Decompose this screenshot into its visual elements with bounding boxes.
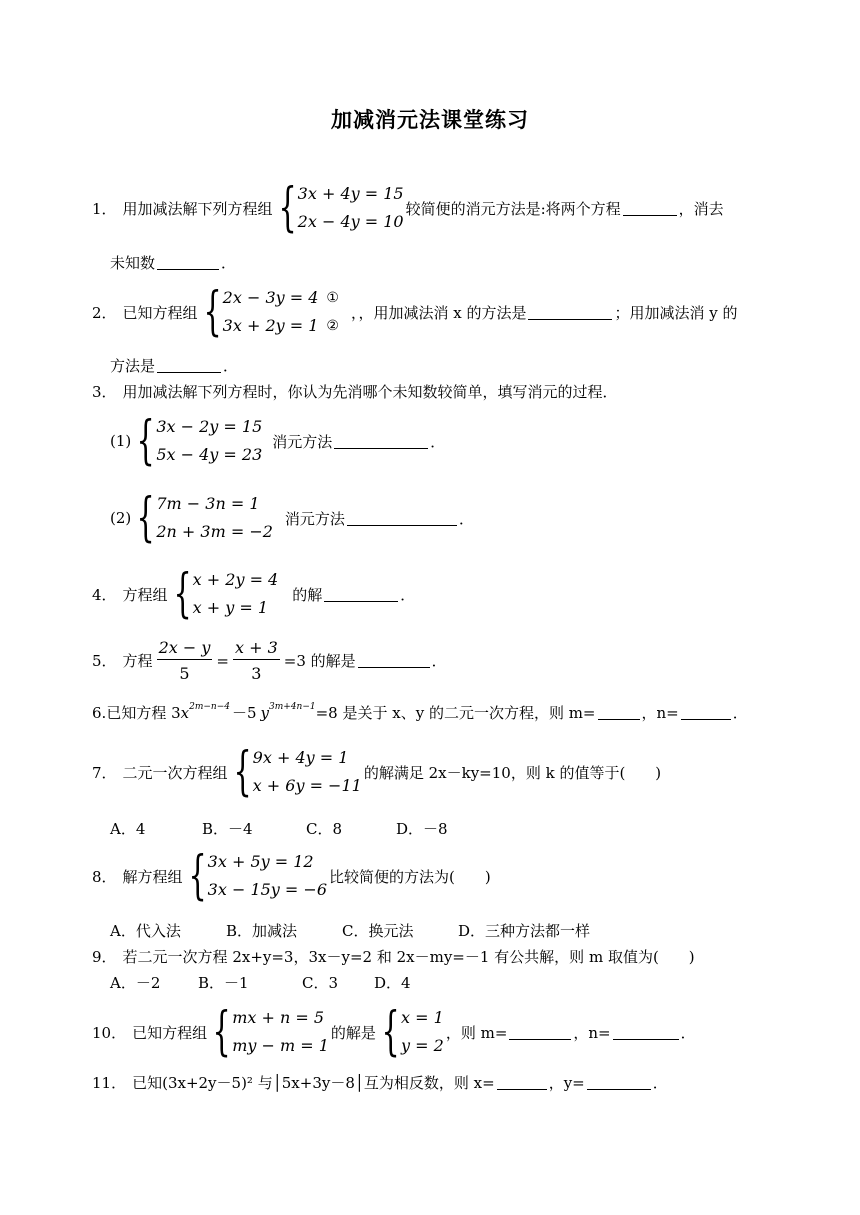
fraction-1	[157, 638, 213, 683]
equation-system	[133, 490, 273, 546]
answer-blank[interactable]	[157, 358, 221, 373]
question-number: 4．	[92, 585, 117, 604]
option-d[interactable]: D．4	[374, 974, 411, 992]
part-label: (1)	[110, 432, 132, 450]
left-brace-icon: {	[203, 282, 222, 342]
equation-system	[185, 848, 327, 904]
question-text: 的解是	[330, 1023, 376, 1042]
question-text: ，，用加减法消 x 的方法是	[350, 303, 527, 322]
solution-x: x = 1	[401, 1008, 444, 1027]
variable-y: y	[260, 703, 269, 722]
equation-system	[133, 413, 262, 469]
equation-1: 3x − 2y = 15	[156, 417, 263, 436]
question-text: 方程	[122, 652, 153, 670]
circled-one-mark: ①	[326, 290, 339, 306]
answer-blank-x[interactable]	[497, 1075, 547, 1090]
question-number: 7．	[92, 763, 117, 782]
question-text: 方法是	[110, 357, 156, 375]
question-number: 6.	[92, 703, 107, 722]
question-text: 已知方程组	[122, 303, 198, 322]
equation-1: 9x + 4y = 1	[252, 748, 349, 767]
option-c[interactable]: C．3	[302, 974, 339, 992]
question-number: 10．	[92, 1023, 127, 1042]
option-b[interactable]: B．－4	[202, 820, 253, 838]
exponent-1: 2m−n−4	[189, 701, 230, 712]
question-7	[92, 744, 661, 800]
period: ．	[223, 357, 239, 375]
equation-2: 5x − 4y = 23	[156, 445, 263, 464]
question-3-part-1	[110, 413, 445, 469]
option-b[interactable]: B．－1	[198, 974, 249, 992]
question-text: ，消去	[678, 199, 724, 218]
period: ．	[680, 1023, 696, 1042]
question-text: 若二元一次方程 2x+y=3，3x－y=2 和 2x－my=－1 有公共解，则 m 取值为( )	[122, 948, 695, 966]
fraction-numerator: 2x − y	[157, 638, 213, 660]
equation-1: mx + n = 5	[232, 1008, 325, 1027]
question-text: 消元方法	[272, 432, 333, 451]
question-number: 1．	[92, 199, 117, 218]
question-1	[92, 180, 724, 236]
answer-blank[interactable]	[528, 305, 612, 320]
question-text: 方程组	[122, 585, 168, 604]
question-number: 11．	[92, 1074, 127, 1092]
equation-2: my − m = 1	[232, 1036, 329, 1055]
equation-1: 2x − 3y = 4	[222, 288, 319, 307]
answer-blank[interactable]	[358, 653, 430, 668]
option-c[interactable]: C．换元法	[342, 922, 414, 940]
period: ．	[430, 432, 446, 451]
question-text: 消元方法	[284, 509, 345, 528]
question-10	[92, 1004, 696, 1060]
left-brace-icon: {	[233, 742, 252, 802]
fraction-2	[233, 638, 280, 683]
equation-system	[275, 180, 404, 236]
option-a[interactable]: A．－2	[110, 974, 161, 992]
solution-y: y = 2	[401, 1036, 444, 1055]
question-2-continued	[110, 355, 238, 376]
question-text: 的解	[292, 585, 323, 604]
option-a[interactable]: A．4	[110, 820, 146, 838]
question-number: 5．	[92, 652, 117, 670]
question-text: 已知方程组	[132, 1023, 208, 1042]
question-8-options	[110, 920, 590, 941]
fraction-denominator: 5	[179, 664, 190, 683]
solution-system	[378, 1004, 444, 1060]
fraction-denominator: 3	[251, 664, 262, 683]
variable-x: x	[180, 703, 190, 722]
question-11	[92, 1072, 668, 1093]
question-text: 二元一次方程组	[122, 763, 228, 782]
option-b[interactable]: B．加减法	[226, 922, 298, 940]
question-1-continued	[110, 252, 236, 273]
answer-blank[interactable]	[324, 587, 398, 602]
question-4	[92, 566, 415, 622]
left-brace-icon: {	[136, 488, 155, 548]
question-text: 已知方程 3	[106, 704, 181, 722]
question-6	[92, 702, 748, 723]
left-brace-icon: {	[173, 564, 192, 624]
equation-system	[170, 566, 279, 622]
question-text: =8 是关于 x、y 的二元一次方程，则 m=	[315, 704, 596, 722]
equation-1: 7m − 3n = 1	[156, 494, 260, 513]
option-d[interactable]: D．－8	[396, 820, 448, 838]
question-number: 3．	[92, 383, 117, 401]
answer-blank-n[interactable]	[613, 1025, 679, 1040]
period: ．	[458, 509, 474, 528]
answer-blank-n[interactable]	[681, 705, 731, 720]
question-number: 2．	[92, 303, 117, 322]
question-9	[92, 946, 695, 967]
equation-system	[230, 744, 362, 800]
answer-blank[interactable]	[623, 201, 677, 216]
equation-2: 3x + 2y = 1	[222, 316, 319, 335]
question-9-options	[110, 972, 411, 993]
question-text: ；用加减法消 y 的	[614, 303, 738, 322]
question-text: ，n=	[641, 704, 679, 722]
left-brace-icon: {	[278, 178, 297, 238]
question-text: ，n=	[573, 1023, 611, 1042]
question-text: 比较简便的方法为( )	[329, 867, 491, 886]
question-text: 用加减法解下列方程时，你认为先消哪个未知数较简单，填写消元的过程．	[122, 383, 618, 401]
question-text: =3 的解是	[283, 652, 356, 670]
equation-1: 3x + 4y = 15	[297, 184, 404, 203]
question-text: ，y=	[548, 1074, 585, 1092]
equation-system	[209, 1004, 329, 1060]
left-brace-icon: {	[381, 1002, 400, 1062]
period: ．	[221, 254, 237, 272]
option-d[interactable]: D．三种方法都一样	[458, 922, 591, 940]
equation-system	[200, 284, 339, 340]
period: ．	[732, 704, 748, 722]
question-text: 较简便的消元方法是:将两个方程	[405, 199, 621, 218]
minus-term: －5	[231, 704, 257, 722]
question-text: 用加减法解下列方程组	[122, 199, 273, 218]
equation-2: x + y = 1	[192, 598, 269, 617]
question-2	[92, 284, 738, 340]
equals-sign: =	[216, 651, 229, 670]
question-text: 已知(3x+2y－5)² 与│5x+3y－8│互为相反数，则 x=	[132, 1074, 495, 1092]
period: ．	[400, 585, 416, 604]
option-a[interactable]: A．代入法	[110, 922, 181, 940]
question-text: 未知数	[110, 254, 156, 272]
option-c[interactable]: C．8	[306, 820, 343, 838]
equation-2: 3x − 15y = −6	[207, 880, 327, 899]
circled-two-mark: ②	[326, 318, 339, 334]
answer-blank-y[interactable]	[587, 1075, 651, 1090]
equation-2: 2n + 3m = −2	[156, 522, 273, 541]
question-text: 的解满足 2x－ky=10，则 k 的值等于( )	[363, 763, 662, 782]
period: ．	[431, 652, 447, 670]
question-7-options	[110, 818, 448, 839]
exponent-2: 3m+4n−1	[269, 701, 316, 712]
question-number: 9．	[92, 948, 117, 966]
left-brace-icon: {	[188, 846, 207, 906]
answer-blank[interactable]	[334, 434, 428, 449]
period: ．	[652, 1074, 668, 1092]
equation-2: 2x − 4y = 10	[297, 212, 404, 231]
answer-blank-m[interactable]	[509, 1025, 571, 1040]
left-brace-icon: {	[136, 411, 155, 471]
answer-blank[interactable]	[157, 255, 219, 270]
question-8	[92, 848, 491, 904]
left-brace-icon: {	[212, 1002, 231, 1062]
question-3-part-2	[110, 490, 474, 546]
part-label: (2)	[110, 509, 132, 527]
page-title: 加减消元法课堂练习	[331, 108, 529, 132]
answer-blank[interactable]	[347, 511, 457, 526]
question-3	[92, 381, 618, 402]
question-number: 8．	[92, 867, 117, 886]
question-text: ，则 m=	[445, 1023, 508, 1042]
equation-1: x + 2y = 4	[192, 570, 279, 589]
question-5	[92, 638, 447, 683]
answer-blank-m[interactable]	[598, 705, 640, 720]
fraction-numerator: x + 3	[233, 638, 280, 660]
equation-2: x + 6y = −11	[252, 776, 362, 795]
question-text: 解方程组	[122, 867, 183, 886]
equation-1: 3x + 5y = 12	[207, 852, 314, 871]
